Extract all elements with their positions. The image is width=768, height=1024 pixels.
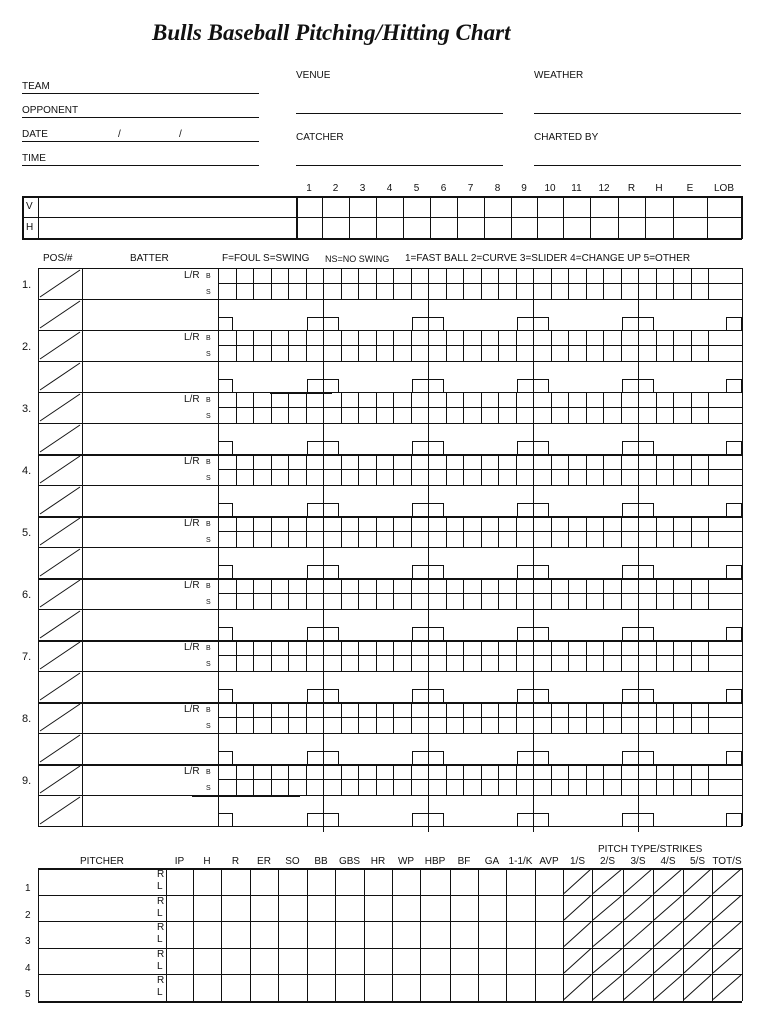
s-label: S [206, 599, 211, 606]
batting-order-number: 4. [22, 465, 32, 477]
s-label: S [206, 661, 211, 668]
strike-cell-diagonal [593, 922, 622, 947]
hand-r-label: R [157, 869, 165, 880]
linescore-column-header: 10 [544, 183, 556, 194]
pitching-column-header: 1-1/K [508, 856, 533, 867]
pitching-column-header: BF [457, 856, 471, 867]
pos-header: POS/# [43, 253, 73, 264]
lr-label: L/R [184, 518, 200, 529]
batting-order-number: 9. [22, 775, 32, 787]
strike-cell-diagonal [654, 869, 682, 894]
strike-cell-diagonal [593, 975, 622, 1000]
linescore-column-header: 7 [467, 183, 474, 194]
pitcher-row-number: 2 [25, 909, 31, 921]
pitching-column-header: 3/S [630, 856, 646, 867]
strike-cell-diagonal [624, 896, 652, 921]
strike-cell-diagonal [564, 922, 591, 947]
strike-cell-diagonal [564, 869, 591, 894]
strike-cell-diagonal [624, 975, 652, 1000]
strike-cell-diagonal [654, 975, 682, 1000]
b-label: B [206, 769, 211, 776]
lr-label: L/R [184, 456, 200, 467]
linescore-column-header: 8 [494, 183, 501, 194]
lr-label: L/R [184, 642, 200, 653]
strike-cell-diagonal [564, 896, 591, 921]
linescore-column-header: 1 [306, 183, 312, 194]
pitching-column-header: IP [174, 856, 185, 867]
pitching-column-header: 4/S [660, 856, 676, 867]
pitch-legend-types: 1=FAST BALL 2=CURVE 3=SLIDER 4=CHANGE UP 5=OTHER [405, 253, 691, 264]
batting-order-number: 8. [22, 713, 32, 725]
hand-l-label: L [157, 987, 163, 998]
strike-cell-diagonal [654, 949, 682, 974]
lr-label: L/R [184, 580, 200, 591]
pitching-column-header: HR [370, 856, 386, 867]
pitching-column-header: SO [285, 856, 300, 867]
linescore-column-header: 3 [359, 183, 366, 194]
pitching-column-header: R [231, 856, 240, 867]
linescore-column-header: H [655, 183, 663, 194]
opponent-label: OPPONENT [22, 105, 79, 116]
strike-cell-diagonal [713, 896, 741, 921]
linescore-column-header: 6 [440, 183, 447, 194]
linescore-column-header: E [686, 183, 694, 194]
strike-cell-diagonal [713, 869, 741, 894]
time-label: TIME [22, 153, 46, 164]
batting-order-number: 6. [22, 589, 32, 601]
s-label: S [206, 785, 211, 792]
strike-cell-diagonal [713, 975, 741, 1000]
strike-cell-diagonal [654, 922, 682, 947]
hand-r-label: R [157, 895, 165, 907]
pitcher-row-number: 3 [25, 936, 31, 947]
s-label: S [206, 475, 211, 482]
b-label: B [206, 707, 211, 714]
pitcher-row-number: 5 [25, 989, 31, 1000]
venue-label: VENUE [296, 70, 331, 81]
batting-order-number: 2. [22, 341, 32, 353]
pitch-type-strikes-header: PITCH TYPE/STRIKES [598, 844, 703, 855]
strike-cell-diagonal [684, 949, 711, 974]
b-label: B [206, 459, 211, 466]
batting-order-number: 7. [22, 651, 32, 663]
strike-cell-diagonal [564, 975, 591, 1000]
strike-cell-diagonal [654, 896, 682, 921]
strike-cell-diagonal [684, 896, 711, 921]
strike-cell-diagonal [684, 975, 711, 1000]
date-label: DATE [22, 129, 48, 140]
hand-l-label: L [157, 960, 163, 972]
lr-label: L/R [184, 766, 200, 777]
pitch-legend: F=FOUL S=SWING [222, 253, 310, 264]
pitching-column-header: GBS [338, 856, 361, 867]
batting-order-number: 1. [22, 279, 32, 291]
s-label: S [206, 723, 211, 730]
strike-cell-diagonal [593, 896, 622, 921]
pitching-column-header: 5/S [689, 856, 705, 867]
page-title: Bulls Baseball Pitching/Hitting Chart [152, 20, 511, 45]
b-label: B [206, 273, 211, 280]
b-label: B [206, 521, 211, 528]
hand-r-label: R [157, 975, 165, 986]
strike-cell-diagonal [593, 869, 622, 894]
s-label: S [206, 289, 211, 296]
pitching-column-header: H [203, 856, 211, 867]
s-label: S [206, 413, 211, 420]
pitching-column-header: ER [257, 856, 271, 867]
strike-cell-diagonal [564, 949, 591, 974]
lr-label: L/R [184, 704, 200, 715]
strike-cell-diagonal [684, 869, 711, 894]
lr-label: L/R [184, 332, 200, 343]
lr-label: L/R [184, 270, 200, 281]
pitching-column-header: AVP [539, 856, 559, 867]
pitching-column-header: WP [397, 856, 415, 867]
linescore-row-label: V [26, 201, 33, 212]
strike-cell-diagonal [624, 949, 652, 974]
b-label: B [206, 645, 211, 652]
pitcher-row-number: 1 [25, 883, 31, 894]
pitch-legend-ns: NS=NO SWING [325, 254, 390, 264]
batting-order-number: 5. [22, 527, 32, 539]
s-label: S [206, 351, 211, 358]
lr-label: L/R [184, 394, 200, 405]
hand-l-label: L [157, 907, 163, 919]
date-separator: / [118, 129, 121, 140]
batting-order-number: 3. [22, 403, 32, 415]
charted-by-label: CHARTED BY [534, 132, 599, 143]
linescore-column-header: 5 [413, 183, 420, 194]
strike-cell-diagonal [684, 922, 711, 947]
linescore-column-header: R [627, 183, 636, 194]
hand-l-label: L [157, 881, 163, 892]
linescore-row-label: H [26, 222, 34, 233]
strike-cell-diagonal [624, 922, 652, 947]
catcher-label: CATCHER [296, 132, 344, 143]
hand-r-label: R [157, 948, 165, 960]
b-label: B [206, 397, 211, 404]
hand-r-label: R [157, 922, 165, 933]
pitcher-header: PITCHER [80, 856, 124, 867]
pitching-column-header: TOT/S [712, 856, 742, 867]
weather-label: WEATHER [534, 70, 584, 81]
s-label: S [206, 537, 211, 544]
linescore-column-header: 2 [332, 183, 339, 194]
strike-cell-diagonal [713, 949, 741, 974]
pitching-column-header: BB [314, 856, 328, 867]
pitching-column-header: HBP [424, 856, 446, 867]
batter-header: BATTER [130, 253, 169, 264]
linescore-column-header: 4 [386, 183, 393, 194]
b-label: B [206, 335, 211, 342]
team-label: TEAM [22, 81, 50, 92]
pitching-column-header: 1/S [569, 856, 585, 867]
strike-cell-diagonal [713, 922, 741, 947]
date-separator: / [179, 129, 182, 140]
strike-cell-diagonal [593, 949, 622, 974]
linescore-column-header: 9 [521, 183, 527, 194]
linescore-column-header: 12 [598, 183, 610, 194]
pitching-column-header: 2/S [599, 856, 615, 867]
strike-cell-diagonal [624, 869, 652, 894]
linescore-column-header: 11 [571, 183, 582, 194]
hand-l-label: L [157, 934, 163, 945]
linescore-column-header: LOB [713, 183, 734, 194]
pitcher-row-number: 4 [25, 962, 31, 974]
b-label: B [206, 583, 211, 590]
pitching-column-header: GA [484, 856, 500, 867]
